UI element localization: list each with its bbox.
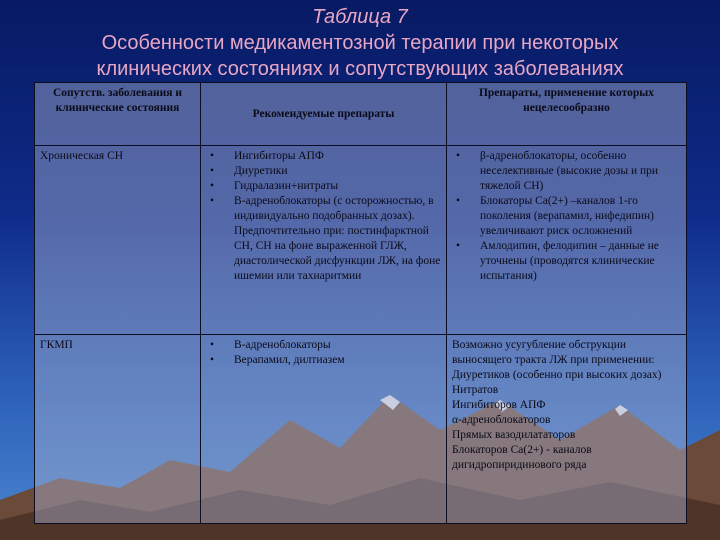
- list-item: α-адреноблокаторов: [452, 414, 551, 426]
- recommended-cell: [201, 335, 447, 524]
- table-header-row: [35, 83, 687, 146]
- recommended-cell: [201, 146, 447, 335]
- recommended-list: [206, 338, 441, 368]
- condition-cell: ГКМП: [35, 335, 201, 524]
- bullet-icon: •: [210, 165, 215, 177]
- recommended-list: [206, 149, 441, 284]
- list-item: • Гидралазин+нитраты: [210, 180, 339, 192]
- not-recommended-cell: [447, 146, 687, 335]
- bullet-icon: •: [210, 150, 215, 162]
- list-item: Диуретиков (особенно при высоких дозах): [452, 369, 662, 381]
- header-conditions: Сопутств. заболевания и клинические состояния: [35, 83, 201, 146]
- obstruction-note: Возможно усугубление обструкции выносящего тракта ЛЖ при применении:: [452, 339, 655, 366]
- list-item: • Блокаторы Са(2+) –каналов 1-го поколения (верапамил, нифедипин) увеличивают риск осложнений: [456, 195, 655, 237]
- table-row: [35, 335, 687, 524]
- bullet-icon: •: [210, 195, 215, 207]
- bullet-icon: •: [210, 339, 215, 351]
- list-item: Прямых вазодилататоров: [452, 429, 576, 441]
- title-line-3: клинических состояниях и сопутствующих заболеваниях: [96, 58, 624, 80]
- bullet-icon: •: [456, 240, 461, 252]
- header-recommended: Рекомендуемые препараты: [201, 83, 447, 146]
- table-row: [35, 146, 687, 335]
- list-item: • Диуретики: [210, 165, 288, 177]
- table-number: Таблица 7: [312, 6, 408, 28]
- header-not-recommended: Препараты, применение которых нецелесообразно: [447, 83, 687, 146]
- not-recommended-cell: [447, 335, 687, 524]
- list-item: • B-адреноблокаторы (с осторожностью, в индивидуально подобранных дозах). Предпочтительно при: постинфарктной СН, СН на фоне выраженной ГЛЖ, диастолической дисфункции ЛЖ, на фоне ишемии или тахиаритмии: [210, 195, 441, 282]
- bullet-icon: •: [456, 195, 461, 207]
- bullet-icon: •: [456, 150, 461, 162]
- list-item: • Верапамил, дилтиазем: [210, 354, 345, 366]
- list-item: • Амлодипин, фелодипин – данные не уточнены (проводятся клинические испытания): [456, 240, 659, 282]
- condition-cell: Хроническая СН: [35, 146, 201, 335]
- bullet-icon: •: [210, 354, 215, 366]
- not-recommended-list: [452, 149, 681, 284]
- list-item: • β-адреноблокаторы, особенно неселективные (высокие дозы и при тяжелой СН): [456, 150, 659, 192]
- bullet-icon: •: [210, 180, 215, 192]
- therapy-table: [34, 82, 687, 524]
- list-item: • Ингибиторы АПФ: [210, 150, 325, 162]
- list-item: Блокаторов Са(2+) - каналов дигидропиридинового ряда: [452, 444, 592, 471]
- list-item: Ингибиторов АПФ: [452, 399, 546, 411]
- list-item: Нитратов: [452, 384, 499, 396]
- slide-title: [0, 4, 720, 82]
- list-item: • B-адреноблокаторы: [210, 339, 331, 351]
- title-line-2: Особенности медикаментозной терапии при некоторых: [101, 32, 619, 54]
